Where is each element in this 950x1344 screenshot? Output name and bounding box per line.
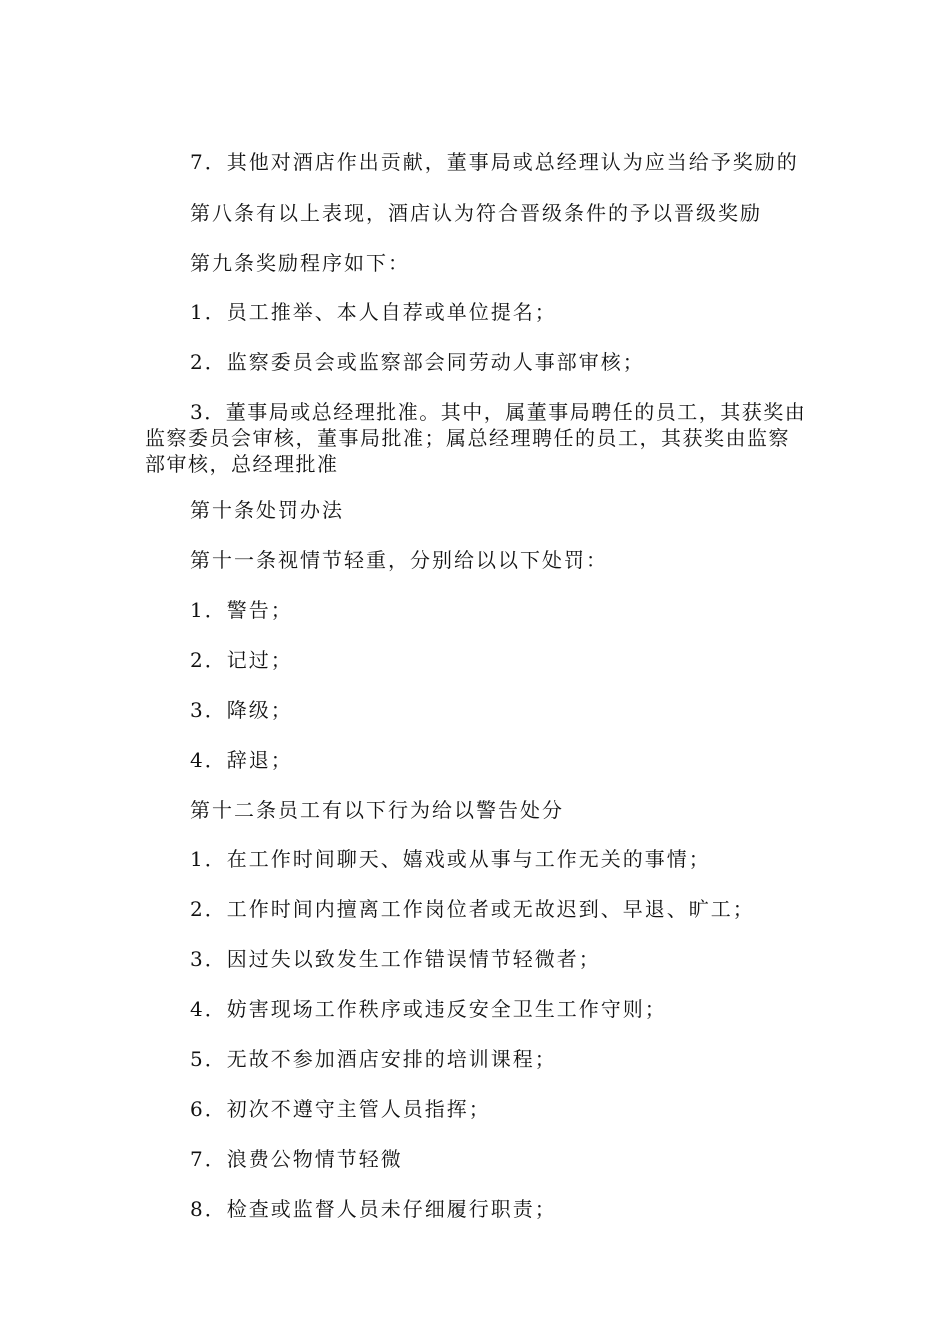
paragraph-penalty-4: 4．辞退； bbox=[190, 748, 293, 772]
paragraph-item-7-reward: 7．其他对酒店作出贡献，董事局或总经理认为应当给予奖励的 bbox=[190, 150, 799, 174]
paragraph-procedure-1: 1．员工推举、本人自荐或单位提名； bbox=[190, 300, 557, 324]
paragraph-warning-8: 8．检查或监督人员未仔细履行职责； bbox=[190, 1197, 557, 1221]
paragraph-warning-3: 3．因过失以致发生工作错误情节轻微者； bbox=[190, 947, 601, 971]
paragraph-procedure-3: 3．董事局或总经理批准。其中，属董事局聘任的员工，其获奖由监察委员会审核，董事局批准；属总经理聘任的员工，其获奖由监察部审核，总经理批准 bbox=[145, 400, 807, 476]
paragraph-article-9: 第九条奖励程序如下： bbox=[190, 251, 410, 275]
paragraph-procedure-2: 2．监察委员会或监察部会同劳动人事部审核； bbox=[190, 350, 645, 374]
paragraph-article-8: 第八条有以上表现，酒店认为符合晋级条件的予以晋级奖励 bbox=[190, 201, 762, 225]
paragraph-warning-4: 4．妨害现场工作秩序或违反安全卫生工作守则； bbox=[190, 997, 667, 1021]
paragraph-warning-7: 7．浪费公物情节轻微 bbox=[190, 1147, 403, 1171]
paragraph-warning-5: 5．无故不参加酒店安排的培训课程； bbox=[190, 1047, 557, 1071]
paragraph-warning-6: 6．初次不遵守主管人员指挥； bbox=[190, 1097, 491, 1121]
paragraph-article-10: 第十条处罚办法 bbox=[190, 498, 344, 522]
paragraph-article-11: 第十一条视情节轻重，分别给以以下处罚： bbox=[190, 548, 608, 572]
paragraph-warning-2: 2．工作时间内擅离工作岗位者或无故迟到、早退、旷工； bbox=[190, 897, 755, 921]
paragraph-penalty-1: 1．警告； bbox=[190, 598, 293, 622]
paragraph-article-12: 第十二条员工有以下行为给以警告处分 bbox=[190, 798, 564, 822]
paragraph-warning-1: 1．在工作时间聊天、嬉戏或从事与工作无关的事情； bbox=[190, 847, 711, 871]
paragraph-penalty-2: 2．记过； bbox=[190, 648, 293, 672]
paragraph-penalty-3: 3．降级； bbox=[190, 698, 293, 722]
